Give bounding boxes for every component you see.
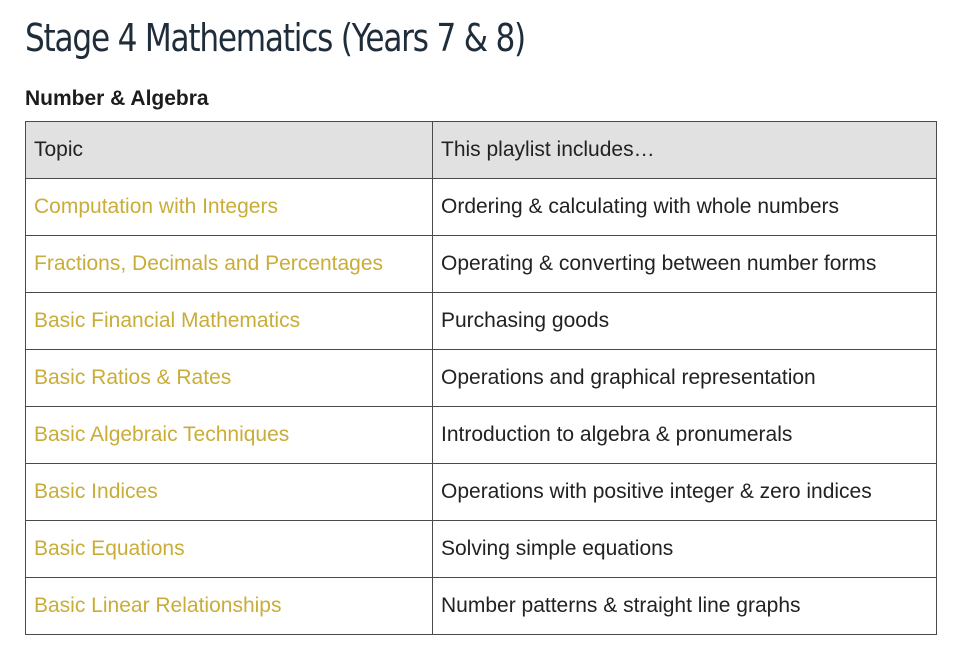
topic-link-basic-algebraic-techniques[interactable]: Basic Algebraic Techniques	[34, 423, 290, 446]
table-row	[26, 236, 937, 293]
column-header-playlist: This playlist includes…	[433, 122, 937, 179]
table-row	[26, 521, 937, 578]
topic-cell	[26, 179, 433, 236]
topic-link-basic-indices[interactable]: Basic Indices	[34, 480, 158, 503]
description-cell: Operating & converting between number forms	[433, 236, 937, 293]
column-header-topic: Topic	[26, 122, 433, 179]
topic-cell	[26, 521, 433, 578]
topic-cell	[26, 236, 433, 293]
description-cell: Solving simple equations	[433, 521, 937, 578]
topic-cell	[26, 350, 433, 407]
table-row	[26, 179, 937, 236]
table-row	[26, 464, 937, 521]
description-cell: Introduction to algebra & pronumerals	[433, 407, 937, 464]
topics-table	[25, 121, 937, 635]
topic-cell	[26, 578, 433, 635]
topic-link-computation-with-integers[interactable]: Computation with Integers	[34, 195, 278, 218]
table-header-row	[26, 122, 937, 179]
description-cell: Operations with positive integer & zero indices	[433, 464, 937, 521]
topic-link-basic-linear-relationships[interactable]: Basic Linear Relationships	[34, 594, 282, 617]
section-heading: Number & Algebra	[25, 87, 209, 110]
description-cell: Operations and graphical representation	[433, 350, 937, 407]
page-title: Stage 4 Mathematics (Years 7 & 8)	[25, 16, 525, 60]
topic-link-basic-equations[interactable]: Basic Equations	[34, 537, 185, 560]
table-row	[26, 350, 937, 407]
topic-cell	[26, 293, 433, 350]
table-row	[26, 293, 937, 350]
table-row	[26, 578, 937, 635]
table-row	[26, 407, 937, 464]
description-cell: Number patterns & straight line graphs	[433, 578, 937, 635]
topic-link-basic-financial-mathematics[interactable]: Basic Financial Mathematics	[34, 309, 301, 332]
topic-cell	[26, 464, 433, 521]
topic-link-fractions-decimals-percentages[interactable]: Fractions, Decimals and Percentages	[34, 252, 383, 275]
description-cell: Purchasing goods	[433, 293, 937, 350]
topic-link-basic-ratios-rates[interactable]: Basic Ratios & Rates	[34, 366, 232, 389]
topic-cell	[26, 407, 433, 464]
description-cell: Ordering & calculating with whole numbers	[433, 179, 937, 236]
